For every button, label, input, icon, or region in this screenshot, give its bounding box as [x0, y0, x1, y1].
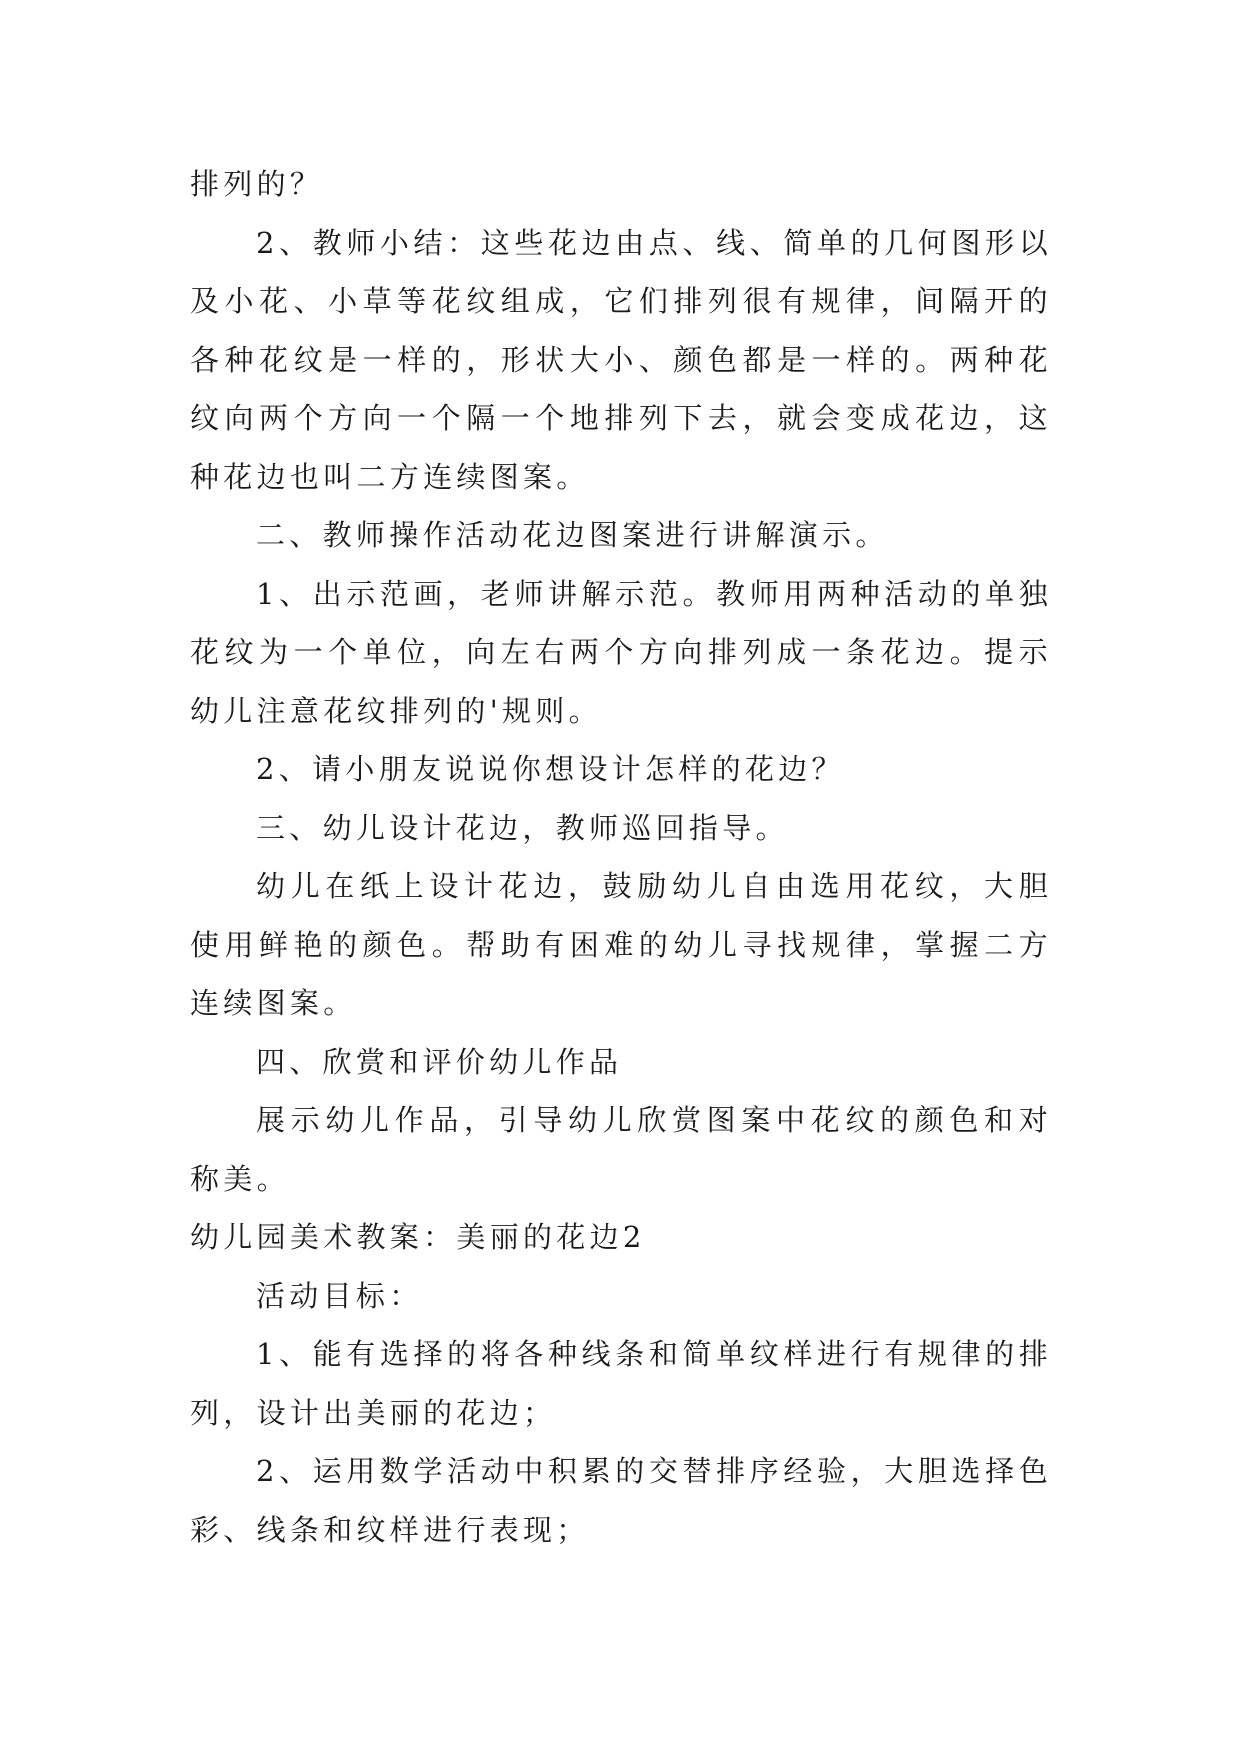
paragraph: 1、出示范画，老师讲解示范。教师用两种活动的单独花纹为一个单位，向左右两个方向排列成一条花边。提示幼儿注意花纹排列的'规则。 [190, 576, 1052, 728]
paragraph: 幼儿在纸上设计花边，鼓励幼儿自由选用花纹，大胆使用鲜艳的颜色。帮助有困难的幼儿寻找规律，掌握二方连续图案。 [190, 869, 1052, 1020]
paragraph: 2、请小朋友说说你想设计怎样的花边？ [256, 752, 845, 786]
section-heading: 活动目标： [256, 1278, 423, 1313]
paragraph: 2、教师小结：这些花边由点、线、简单的几何图形以及小花、小草等花纹组成，它们排列很有规律，间隔开的各种花纹是一样的，形状大小、颜色都是一样的。两种花纹向两个方向一个隔一个地排列下去，就会变成花边，这种花边也叫二方连续图案。 [190, 225, 1052, 494]
section-heading: 四、欣赏和评价幼儿作品 [256, 1044, 623, 1079]
paragraph: 1、能有选择的将各种线条和简单纹样进行有规律的排列，设计出美丽的花边； [190, 1337, 1052, 1430]
paragraph: 2、运用数学活动中积累的交替排序经验，大胆选择色彩、线条和纹样进行表现； [190, 1454, 1052, 1547]
section-heading: 三、幼儿设计花边，教师巡回指导。 [256, 810, 789, 845]
paragraph: 展示幼儿作品，引导幼儿欣赏图案中花纹的颜色和对称美。 [190, 1103, 1052, 1196]
document-title: 幼儿园美术教案：美丽的花边2 [190, 1220, 646, 1254]
section-heading: 二、教师操作活动花边图案进行讲解演示。 [256, 518, 889, 552]
paragraph: 排列的？ [190, 167, 324, 201]
document-body [190, 155, 1052, 1559]
